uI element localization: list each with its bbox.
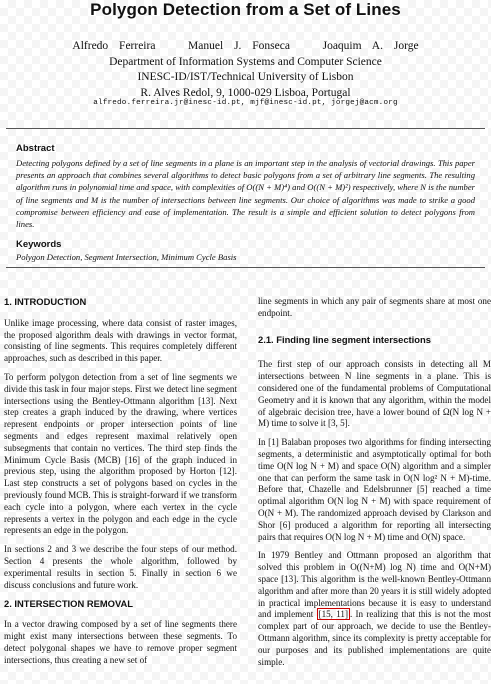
abstract-text: Detecting polygons defined by a set of line segments in a plane is an important step in the analysis of vectorial drawings. This paper presents an approach that combines several algorithms to detect basic polygons from a set of arbitrary line segments. The resulting algorithm runs in polynomial time and space, with complexities of O((N + M)⁴) and O((N + M)²) respectively, where N is the number of line segments and M is the number of intersections between line segments. Our choice of algorithms was made to strike a good compromise between efficiency and ease of implementation. The result is a simple and efficient solution to detect polygons from lines. [16,158,475,230]
abstract-heading: Abstract [16,143,55,154]
paragraph: In sections 2 and 3 we describe the four steps of our method. Section 4 presents the whole algorithm, followed by experimental results in section 5. Finally in section 6 we discuss conclusions and future work. [4,544,237,590]
address: R. Alves Redol, 9, 1000-029 Lisboa, Portugal [140,86,351,99]
section-heading-intersection-removal: 2. INTERSECTION REMOVAL [4,598,134,610]
keywords-text: Polygon Detection, Segment Intersection, Minimum Cycle Basis [16,252,237,262]
right-column [258,296,491,675]
author-block [0,39,491,101]
citation-link[interactable]: [15, 11] [318,609,348,620]
authors: Alfredo Ferreira Manuel J. Fonseca Joaquim A. Jorge [72,40,419,52]
paragraph: To perform polygon detection from a set of line segments we divide this task in four major steps. First we detect line segment intersections using the Bentley-Ottmann algorithm [13]. Next step creates a graph induced by the drawing, where vertices represent endpoints or proper intersection points of line segments and edges represent maximal relatively open subsegments that contain no vertices. The third step finds the Minimum Cycle Basis (MCB) [16] of the graph induced in previous step, using the algorithm proposed by Horton [12]. Last step constructs a set of polygons based on cycles in the previously found MCB. This is straight-forward if we transform each cycle into a polygon, where each vertex in the cycle represents a vertex in the polygon and each edge in the cycle represents an edge in the polygon. [4,371,237,536]
affiliation-department: Department of Information Systems and Computer Science [109,55,382,68]
paragraph-text: In 1979 Bentley and Ottmann proposed an algorithm that solved this problem in O((N+M) log N) time and O(N+M) space [13]. This algorithm is the well-known Bentley-Ottmann algorithm and after more than 20 years it is still widely adopted in practical implementations because it is easy to understand and implement [258,550,491,620]
paper-title: Polygon Detection from a Set of Lines [90,0,401,19]
affiliation-institute: INESC-ID/IST/Technical University of Lisbon [137,71,354,83]
author-emails: alfredo.ferreira.jr@inesc-id.pt, mjf@inesc-id.pt, jorgej@acm.org [93,99,398,107]
left-column [4,296,237,673]
bottom-divider [6,267,485,268]
section-heading-introduction: 1. INTRODUCTION [4,296,87,307]
paragraph: Unlike image processing, where data consist of raster images, the proposed algorithm deals with drawings in vector format, consisting of line segments. This requires completely different approaches, such as described in this paper. [4,317,237,364]
paragraph [258,550,491,668]
paragraph: In a vector drawing composed by a set of line segments there might exist many intersections between these segments. To detect polygonal shapes we have to remove proper segment intersections, thus creating a new set of [4,619,237,665]
section-heading-finding-intersections: 2.1. Finding line segment intersections [258,333,431,345]
paragraph-text: . In realizing that this is not the most complex part of our approach, we decide to use the Bentley-Ottmann algorithm, since its complexity is pretty acceptable for our purposes and its published implementations are quite simple. [258,609,491,667]
top-divider [6,128,485,129]
paragraph: line segments in which any pair of segments share at most one endpoint. [258,296,491,318]
paragraph: In [1] Balaban proposes two algorithms for finding intersecting segments, a deterministic and asymptotically optimal for both time O(N log N + M) and space O(N) algorithm and a simpler one that can perform the same task in O(N log² N + M)-time. Before that, Chazelle and Edelsbrunner [5] reached a time optimal algorithm O(N log N + M) with space requirement of O(N + M). The randomized approach devised by Clarkson and Shor [6] produced a algorithm for reporting all intersecting pairs that requires O(N log N + M) time and O(N) space. [258,437,491,542]
paragraph: The first step of our approach consists in detecting all M intersections between N line segments in a plane. This is considered one of the fundamental problems of Computational Geometry and it is known that any algorithm, within the model of algebraic decision tree, have a lower bound of Ω(N log N + M) time to solve it [3, 5]. [258,359,491,429]
keywords-heading: Keywords [16,239,62,250]
